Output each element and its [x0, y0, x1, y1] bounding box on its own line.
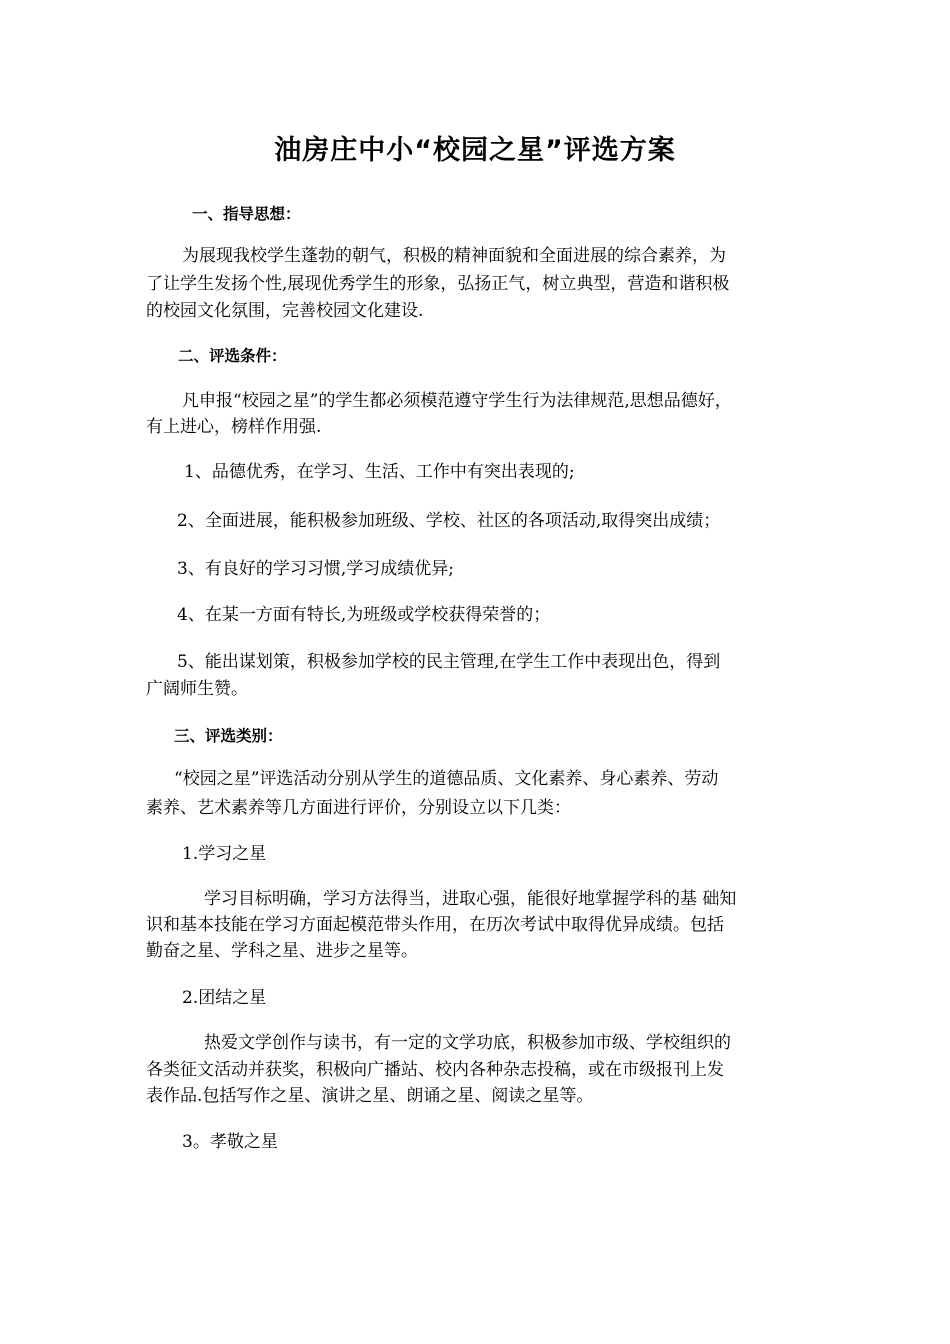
section-heading-categories: 三、评选类别： [174, 727, 283, 745]
criteria-item: 3、有良好的学习习惯,学习成绩优异; [177, 559, 454, 579]
criteria-item-continuation: 广阔师生赞。 [146, 679, 248, 699]
paragraph-line: 为展现我校学生蓬勃的朝气，积极的精神面貌和全面进展的综合素养，为 [182, 246, 726, 266]
paragraph-line: 素养、艺术素养等几方面进行评价，分别设立以下几类： [146, 798, 571, 818]
category-description-line: 识和基本技能在学习方面起模范带头作用，在历次考试中取得优异成绩。包括 [146, 915, 724, 935]
category-name: 3。孝敬之星 [182, 1132, 278, 1152]
category-name: 1.学习之星 [182, 844, 267, 864]
criteria-item: 1、品德优秀，在学习、生活、工作中有突出表现的; [184, 462, 575, 482]
category-description-line: 各类征文活动并获奖，积极向广播站、校内各种杂志投稿，或在市级报刊上发 [146, 1060, 724, 1080]
paragraph-line: “校园之星”评选活动分别从学生的道德品质、文化素养、身心素养、劳动 [174, 769, 719, 789]
criteria-item: 4、在某一方面有特长,为班级或学校获得荣誉的； [177, 605, 551, 625]
category-name: 2.团结之星 [182, 988, 267, 1008]
document-title: 油房庄中小“校园之星”评选方案 [274, 135, 676, 166]
category-description-line: 热爱文学创作与读书，有一定的文学功底，积极参加市级、学校组织的 [204, 1033, 731, 1053]
paragraph-line: 凡申报“校园之星”的学生都必须模范遵守学生行为法律规范,思想品德好， [182, 391, 732, 411]
paragraph-line: 的校园文化氛围，完善校园文化建设. [146, 301, 424, 321]
section-heading-criteria: 二、评选条件： [178, 347, 287, 365]
paragraph-line: 了让学生发扬个性,展现优秀学生的形象，弘扬正气，树立典型，营造和谐积极 [146, 274, 730, 294]
category-description-line: 学习目标明确，学习方法得当，进取心强，能很好地掌握学科的基 础知 [204, 889, 737, 909]
criteria-item: 2、全面进展，能积极参加班级、学校、社区的各项活动,取得突出成绩； [177, 511, 721, 531]
category-description-line: 表作品.包括写作之星、演讲之星、朗诵之星、阅读之星等。 [146, 1086, 594, 1106]
criteria-item: 5、能出谋划策，积极参加学校的民主管理,在学生工作中表现出色，得到 [177, 652, 721, 672]
section-heading-guiding-thought: 一、指导思想： [192, 205, 301, 223]
category-description-line: 勤奋之星、学科之星、进步之星等。 [146, 941, 418, 961]
paragraph-line: 有上进心，榜样作用强. [146, 417, 322, 437]
